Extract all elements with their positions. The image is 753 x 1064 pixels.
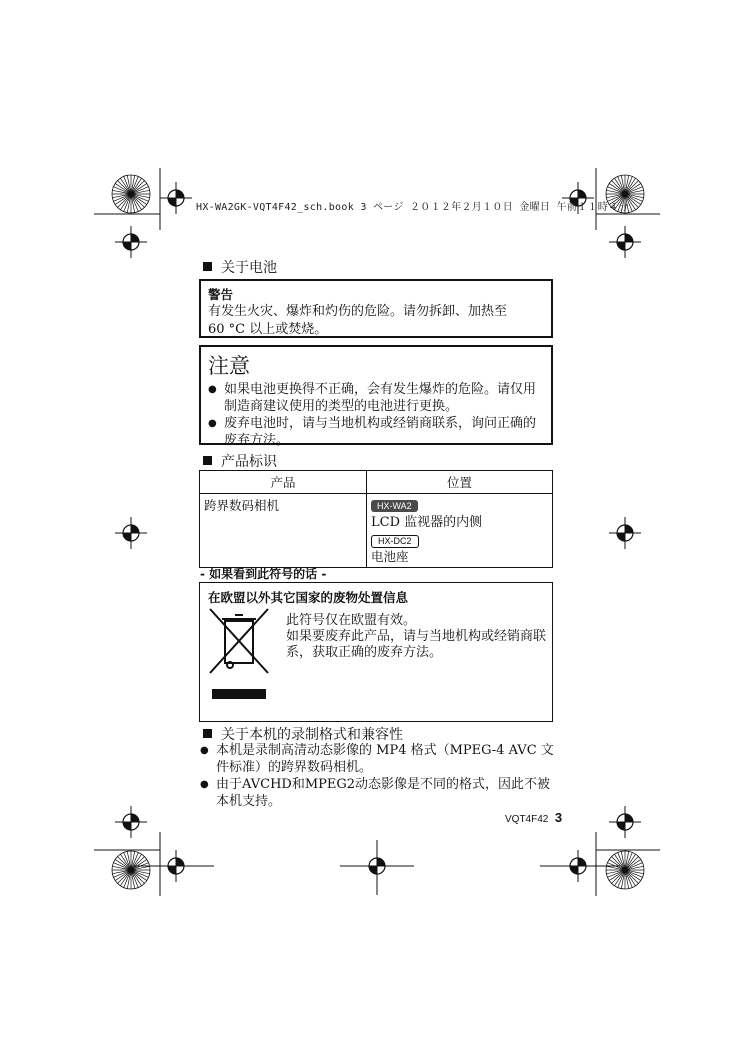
square-bullet-icon xyxy=(203,262,212,271)
model-badge-wa2: HX-WA2 xyxy=(371,500,418,512)
disposal-body xyxy=(286,613,546,661)
warning-box xyxy=(199,279,553,338)
disposal-title: 在欧盟以外其它国家的废物处置信息 xyxy=(208,590,409,605)
square-bullet-icon xyxy=(203,729,212,738)
format-section-heading xyxy=(203,724,403,744)
location-text-lcd: LCD 监视器的内侧 xyxy=(371,515,483,530)
caution-box xyxy=(199,345,553,448)
disposal-text-line2: 如果要废弃此产品，请与当地机构或经销商联系，获取正确的废弃方法。 xyxy=(286,629,547,660)
product-section-heading xyxy=(203,451,277,471)
product-identification-table xyxy=(199,470,553,568)
crossed-out-wheelie-bin-icon xyxy=(208,605,270,701)
table-cell-product: 跨界数码相机 xyxy=(200,494,367,568)
model-badge-dc2: HX-DC2 xyxy=(371,535,419,548)
table-header-product: 产品 xyxy=(200,471,367,494)
warning-text-line2: 60 °C 以上或焚烧。 xyxy=(208,322,328,337)
warning-text-line1: 有发生火灾、爆炸和灼伤的危险。请勿拆卸、加热至 xyxy=(208,304,508,319)
warning-title: 警告 xyxy=(208,287,234,302)
square-bullet-icon xyxy=(203,456,212,465)
caution-item: ● 废弃电池时，请与当地机构或经销商联系，询问正确的废弃方法。 xyxy=(208,415,544,449)
book-header-line: HX-WA2GK-VQT4F42_sch.book 3 ページ ２０１２年２月１０日 金曜日 午前１１時４分 xyxy=(196,202,629,213)
caution-item: ● 如果电池更换得不正确，会有发生爆炸的危险。请仅用制造商建议使用的类型的电池进行更换。 xyxy=(208,381,544,415)
page-footer xyxy=(505,809,562,827)
product-section-title: 产品标识 xyxy=(221,454,277,470)
table-cell-location xyxy=(367,494,553,568)
table-header-location: 位置 xyxy=(367,471,553,494)
disposal-text-line1: 此符号仅在欧盟有效。 xyxy=(286,613,417,628)
disposal-box xyxy=(199,582,553,722)
disposal-lead-text: - 如果看到此符号的话 - xyxy=(200,567,327,581)
caution-title: 注意 xyxy=(208,354,250,378)
format-item: ● 由于AVCHD和MPEG2动态影像是不同的格式，因此不被本机支持。 xyxy=(200,776,554,810)
location-text-battery: 电池座 xyxy=(371,549,409,564)
battery-section-heading xyxy=(203,257,277,277)
document-code: VQT4F42 xyxy=(505,814,549,825)
format-bullets xyxy=(200,742,554,810)
battery-section-title: 关于电池 xyxy=(221,260,277,276)
format-item: ● 本机是录制高清动态影像的 MP4 格式（MPEG-4 AVC 文件标准）的跨界数码相机。 xyxy=(200,742,554,776)
page-number: 3 xyxy=(554,810,563,825)
format-section-title: 关于本机的录制格式和兼容性 xyxy=(221,727,403,743)
